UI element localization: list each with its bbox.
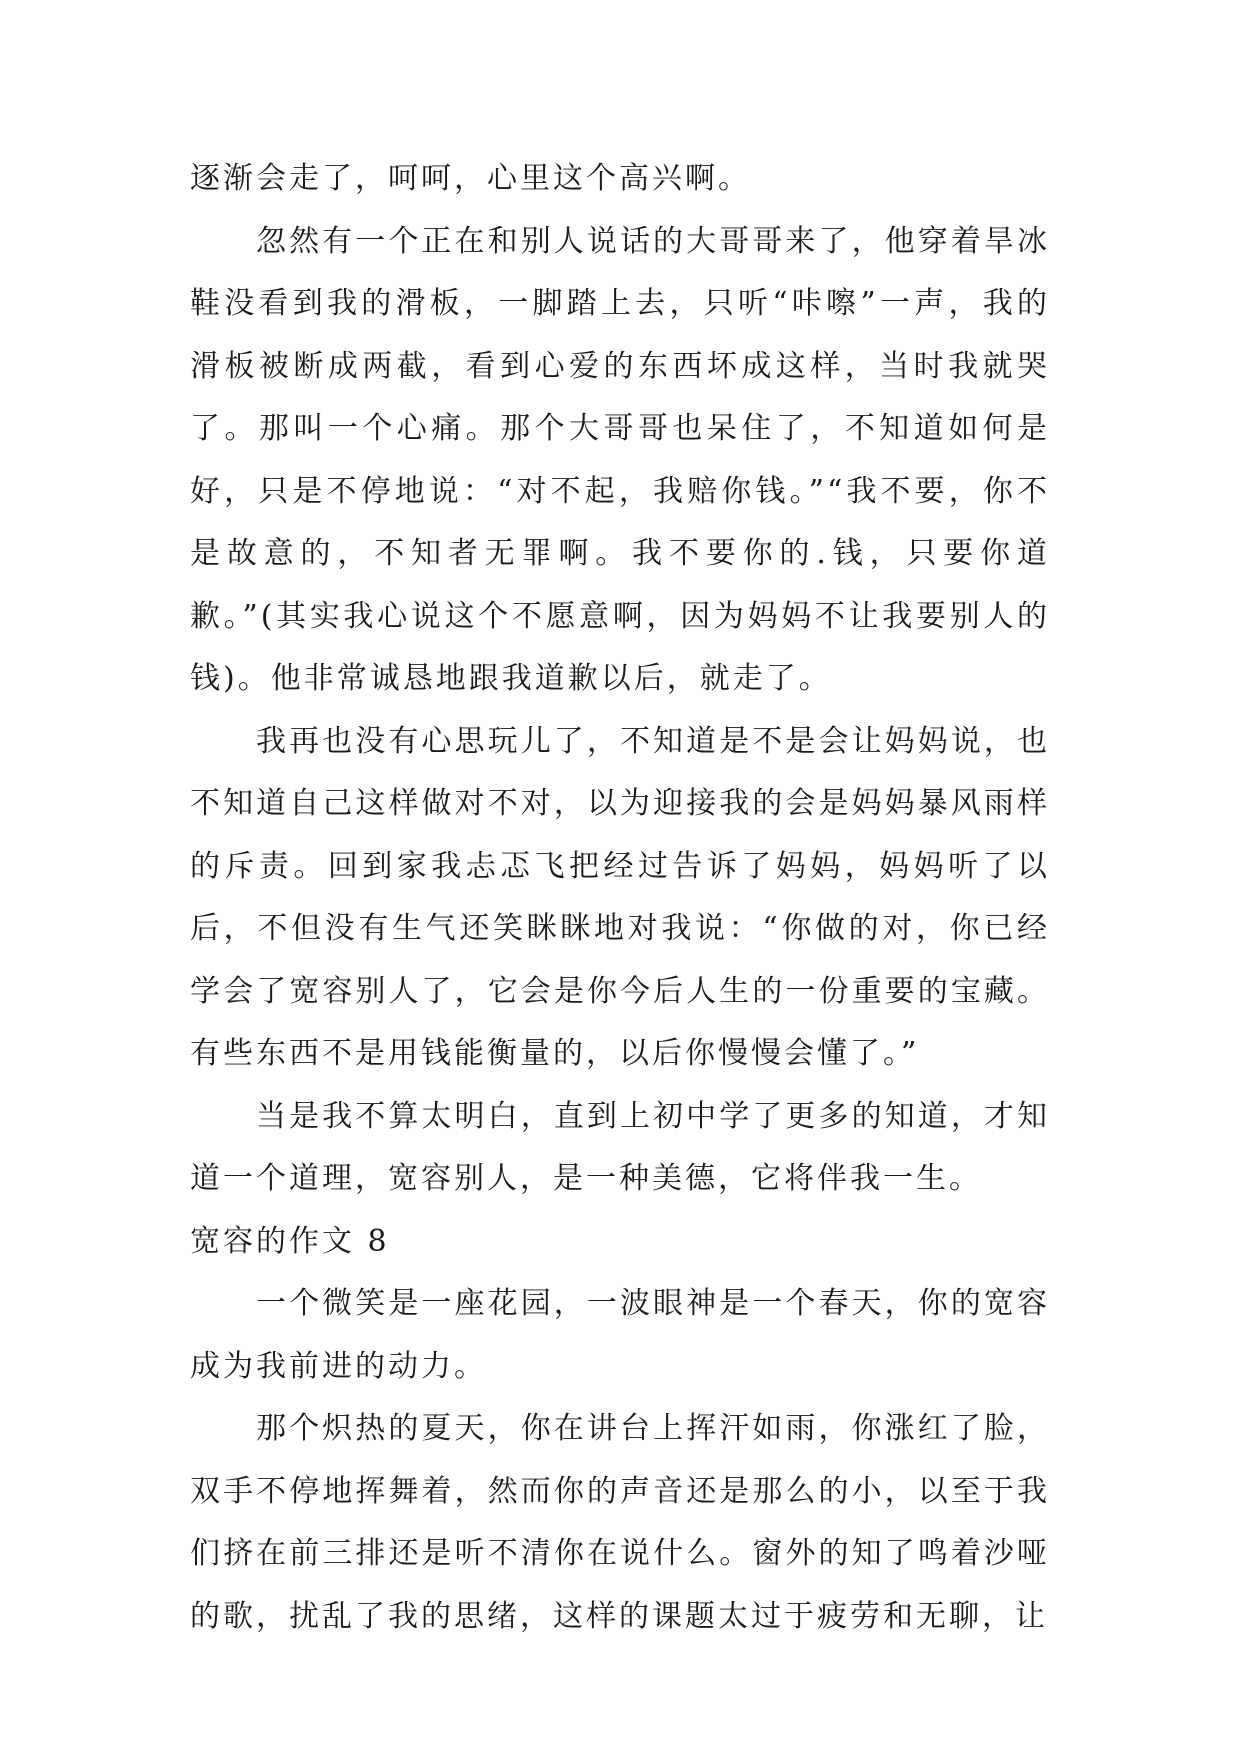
document-body — [190, 148, 1050, 1648]
paragraph-hot-summer: 那个炽热的夏天，你在讲台上挥汗如雨，你涨红了脸，双手不停地挥舞着，然而你的声音还是那么的小，以至于我们挤在前三排还是听不清你在说什么。窗外的知了鸣着沙哑的歌，扰乱了我的思绪，这样的课题太过于疲劳和无聊，让 — [190, 1411, 1050, 1634]
paragraph-continuation: 逐渐会走了，呵呵，心里这个高兴啊。 — [190, 161, 751, 196]
paragraph-mother-response: 我再也没有心思玩儿了，不知道是不是会让妈妈说，也不知道自己这样做对不对，以为迎接我的会是妈妈暴风雨样的斥责。回到家我忐忑飞把经过告诉了妈妈，妈妈听了以后，不但没有生气还笑眯眯地对我说：“你做的对，你已经学会了宽容别人了，它会是你今后人生的一份重要的宝藏。有些东西不是用钱能衡量的，以后你慢慢会懂了。” — [190, 723, 1050, 1071]
paragraph-conclusion: 当是我不算太明白，直到上初中学了更多的知道，才知道一个道理，宽容别人，是一种美德，它将伴我一生。 — [190, 1098, 1050, 1196]
paragraph-skateboard-broken: 忽然有一个正在和别人说话的大哥哥来了，他穿着旱冰鞋没看到我的滑板，一脚踏上去，只听“咔嚓”一声，我的滑板被断成两截，看到心爱的东西坏成这样，当时我就哭了。那叫一个心痛。那个大哥哥也呆住了，不知道如何是好，只是不停地说：“对不起，我赔你钱。”“我不要，你不是故意的，不知者无罪啊。我不要你的.钱，只要你道歉。”(其实我心说这个不愿意啊，因为妈妈不让我要别人的钱)。他非常诚恳地跟我道歉以后，就走了。 — [190, 223, 1050, 696]
paragraph-smile-garden: 一个微笑是一座花园，一波眼神是一个春天，你的宽容成为我前进的动力。 — [190, 1286, 1050, 1384]
section-title: 宽容的作文 8 — [190, 1223, 390, 1259]
